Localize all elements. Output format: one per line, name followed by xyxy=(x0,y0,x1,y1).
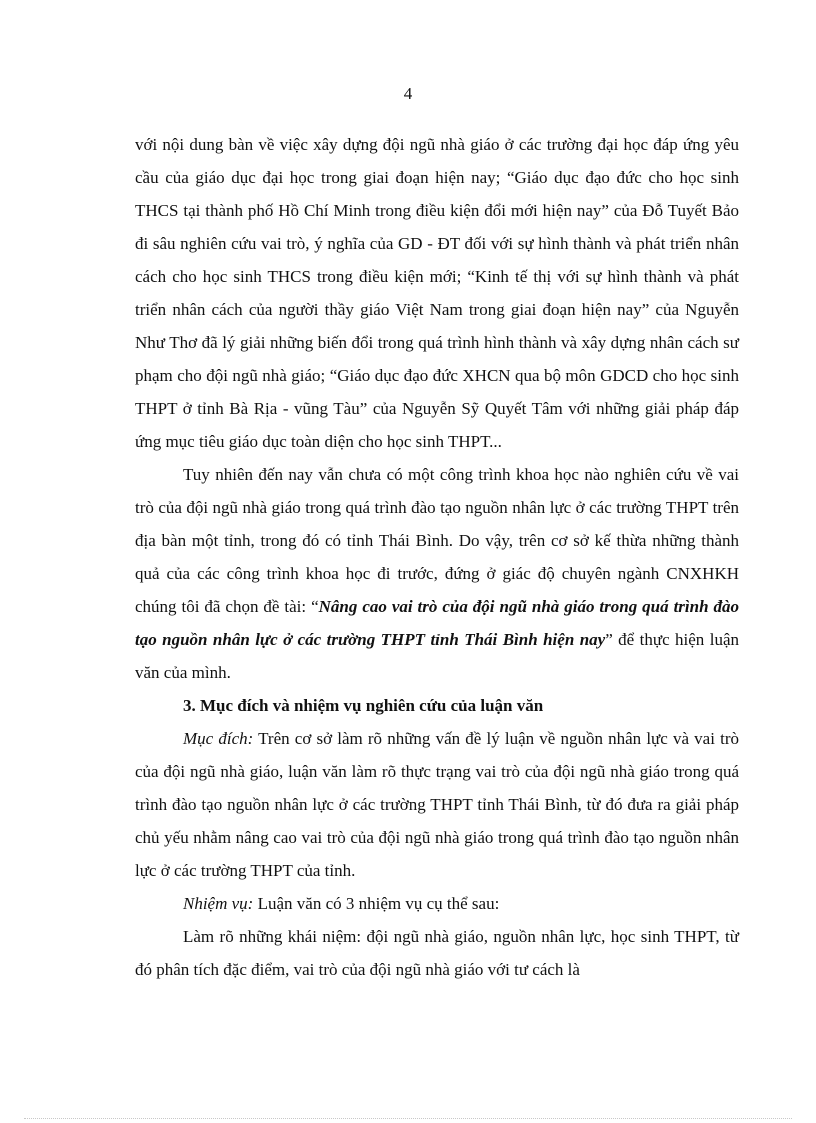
paragraph-research-gap-end: ” để thực hiện luận văn của mình. xyxy=(135,630,739,682)
tasks-text: Luận văn có 3 nhiệm vụ cụ thể sau: xyxy=(253,894,500,913)
page-bottom-divider xyxy=(24,1118,792,1119)
page-number: 4 xyxy=(403,84,413,103)
purpose-label: Mục đích: xyxy=(183,729,254,748)
paragraph-tasks xyxy=(135,887,739,920)
paragraph-task-1: Làm rõ những khái niệm: đội ngũ nhà giáo, nguồn nhân lực, học sinh THPT, từ đó phân tích đặc điểm, vai trò của đội ngũ nhà giáo với tư cách là xyxy=(135,927,739,979)
document-body xyxy=(135,128,739,986)
purpose-text: Trên cơ sở làm rõ những vấn đề lý luận về nguồn nhân lực và vai trò của đội ngũ nhà giáo, luận văn làm rõ thực trạng vai trò của đội ngũ nhà giáo trong quá trình đào tạo nguồn nhân lực ở các trường THPT tỉnh Thái Bình, từ đó đưa ra giải pháp chủ yếu nhằm nâng cao vai trò của đội ngũ nhà giáo trong quá trình đào tạo nguồn nhân lực ở các trường THPT của tỉnh. xyxy=(135,729,739,880)
paragraph-research-gap-text: Tuy nhiên đến nay vẫn chưa có một công trình khoa học nào nghiên cứu về vai trò của đội ngũ nhà giáo trong quá trình đào tạo nguồn nhân lực ở các trường THPT trên địa bàn một tỉnh, trong đó có tỉnh Thái Bình. Do vậy, trên cơ sở kế thừa những thành quả của các công trình khoa học đi trước, đứng ở giác độ chuyên ngành CNXHKH chúng tôi đã chọn đề tài: “ xyxy=(135,465,739,616)
paragraph-research-gap xyxy=(135,458,739,689)
paragraph-purpose xyxy=(135,722,739,887)
thesis-title: Nâng cao vai trò của đội ngũ nhà giáo trong quá trình đào tạo nguồn nhân lực ở các trường THPT tỉnh Thái Bình hiện nay xyxy=(135,597,739,649)
tasks-label: Nhiệm vụ: xyxy=(183,894,254,913)
section-3-heading: 3. Mục đích và nhiệm vụ nghiên cứu của luận văn xyxy=(183,696,544,715)
paragraph-literature-review: với nội dung bàn về việc xây dựng đội ngũ nhà giáo ở các trường đại học đáp ứng yêu cầu của giáo dục đại học trong giai đoạn hiện nay; “Giáo dục đạo đức cho học sinh THCS tại thành phố Hồ Chí Minh trong điều kiện đổi mới hiện nay” của Đỗ Tuyết Bảo đi sâu nghiên cứu vai trò, ý nghĩa của GD - ĐT đối với sự hình thành và phát triển nhân cách cho học sinh THCS trong điều kiện mới; “Kinh tế thị với sự hình thành và phát triển nhân cách của người thầy giáo Việt Nam trong giai đoạn hiện nay” của Nguyễn Như Thơ đã lý giải những biến đổi trong quá trình hình thành và xây dựng nhân cách sư phạm cho đội ngũ nhà giáo; “Giáo dục đạo đức XHCN qua bộ môn GDCD cho học sinh THPT ở tỉnh Bà Rịa - vũng Tàu” của Nguyễn Sỹ Quyết Tâm với những giải pháp đáp ứng mục tiêu giáo dục toàn diện cho học sinh THPT... xyxy=(135,135,739,451)
